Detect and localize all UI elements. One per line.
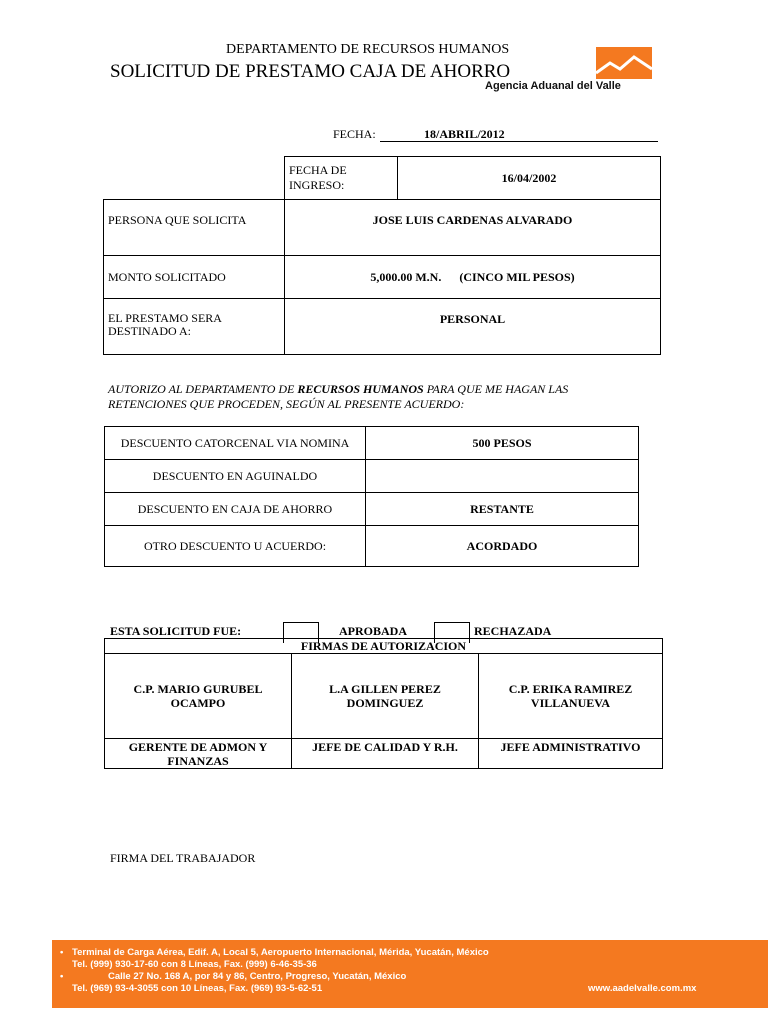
date-value: 18/ABRIL/2012 — [380, 127, 658, 142]
discount-value: RESTANTE — [366, 493, 639, 526]
signatory-role: JEFE DE CALIDAD Y R.H. — [292, 739, 479, 769]
purpose-value: PERSONAL — [285, 299, 661, 355]
requester-label: PERSONA QUE SOLICITA — [104, 200, 285, 256]
signatory-name-line-1: C.P. MARIO GURUBEL — [133, 682, 263, 696]
signatures-header: FIRMAS DE AUTORIZACION — [105, 639, 663, 654]
footer-website-link[interactable]: www.aadelvalle.com.mx — [588, 983, 697, 994]
discounts-table — [104, 426, 639, 567]
discount-value — [366, 460, 639, 493]
logo-text: Agencia Aduanal del Valle — [485, 80, 621, 92]
discount-label: DESCUENTO EN AGUINALDO — [105, 460, 366, 493]
signatory-name-line-2: VILLANUEVA — [530, 696, 611, 710]
approved-label: APROBADA — [339, 624, 407, 638]
authorization-text-part-2: PARA QUE ME HAGAN LAS RETENCIONES QUE PROCEDEN, SEGÚN AL PRESENTE ACUERDO: — [108, 382, 569, 411]
company-logo — [484, 44, 654, 94]
purpose-label — [104, 299, 285, 355]
signatory-role-line-2: FINANZAS — [167, 754, 229, 768]
request-table — [103, 156, 661, 355]
signatory-name-line-2: OCAMPO — [170, 696, 226, 710]
rejected-label: RECHAZADA — [474, 624, 552, 638]
discount-label: DESCUENTO EN CAJA DE AHORRO — [105, 493, 366, 526]
footer-phone-1: Tel. (999) 930-17-60 con 8 Líneas, Fax. (999) 6-46-35-36 — [72, 959, 317, 970]
purpose-label-line-1: EL PRESTAMO SERA — [108, 311, 222, 325]
signatures-table — [104, 638, 663, 769]
signatory-role-line-1: GERENTE DE ADMON Y — [128, 740, 268, 754]
bullet-icon: • — [60, 947, 64, 958]
footer-phone-2: Tel. (969) 93-4-3055 con 10 Líneas, Fax. (969) 93-5-62-51 — [72, 983, 323, 994]
discount-value: ACORDADO — [366, 526, 639, 567]
discount-label: OTRO DESCUENTO U ACUERDO: — [105, 526, 366, 567]
signatory-name-line-2: DOMINGUEZ — [346, 696, 424, 710]
department-heading: DEPARTAMENTO DE RECURSOS HUMANOS — [226, 42, 510, 57]
signatory-name — [105, 654, 292, 739]
date-label: FECHA: — [333, 127, 376, 141]
signatory-name-line-1: C.P. ERIKA RAMIREZ — [508, 682, 633, 696]
signatory-name-line-1: L.A GILLEN PEREZ — [329, 682, 441, 696]
signatory-name — [292, 654, 479, 739]
amount-value: 5,000.00 M.N. (CINCO MIL PESOS) — [285, 256, 661, 299]
hire-date-label: FECHA DE INGRESO: — [285, 157, 398, 200]
status-label: ESTA SOLICITUD FUE: — [110, 624, 242, 638]
footer-bar — [52, 940, 768, 1008]
form-title: SOLICITUD DE PRESTAMO CAJA DE AHORRO — [110, 61, 511, 82]
authorization-text-bold: RECURSOS HUMANOS — [297, 382, 424, 396]
purpose-label-line-2: DESTINADO A: — [108, 324, 191, 338]
empty-cell — [104, 157, 285, 200]
signatory-role: JEFE ADMINISTRATIVO — [479, 739, 663, 769]
worker-signature-label: FIRMA DEL TRABAJADOR — [110, 851, 256, 865]
signatory-role — [105, 739, 292, 769]
bullet-icon: • — [60, 971, 64, 982]
discount-label: DESCUENTO CATORCENAL VIA NOMINA — [105, 427, 366, 460]
authorization-text-part-1: AUTORIZO AL DEPARTAMENTO DE — [108, 382, 298, 396]
logo-mountain-icon — [484, 44, 654, 80]
amount-label: MONTO SOLICITADO — [104, 256, 285, 299]
discount-value: 500 PESOS — [366, 427, 639, 460]
signatory-name — [479, 654, 663, 739]
hire-date-value: 16/04/2002 — [398, 157, 661, 200]
requester-value: JOSE LUIS CARDENAS ALVARADO — [285, 200, 661, 256]
authorization-text — [108, 382, 648, 412]
footer-address-2: Calle 27 No. 168 A, por 84 y 86, Centro, Progreso, Yucatán, México — [108, 971, 407, 982]
footer-address-1: Terminal de Carga Aérea, Edif. A, Local 5, Aeropuerto Internacional, Mérida, Yucatán, México — [72, 947, 489, 958]
